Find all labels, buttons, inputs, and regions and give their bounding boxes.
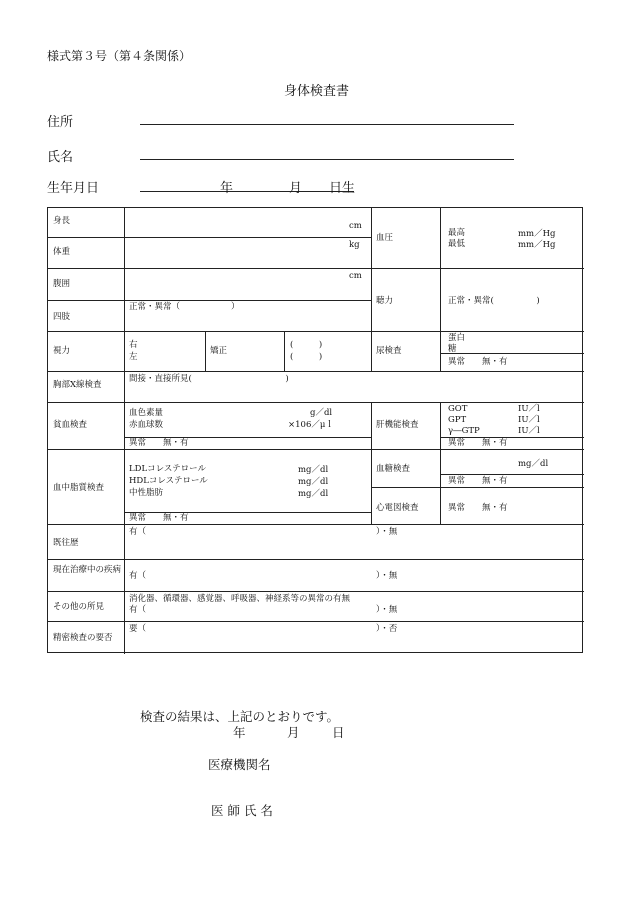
history-none: ）・無 [376,527,398,537]
urine-abnormal: 異常 無・有 [448,357,508,367]
hdl-label: HDLコレステロール [129,476,208,486]
glucose-abnormal: 異常 無・有 [448,476,508,486]
birthdate-label: 生年月日 [47,181,100,196]
bp-max-unit: mm／Hg [518,229,556,239]
anemia-label: 貧血検査 [53,420,88,430]
birth-day-label: 日生 [329,181,356,196]
bp-label: 血圧 [376,233,394,243]
history-label: 既往歴 [53,538,79,548]
other-organs-text: 消化器、循環器、感覚器、呼吸器、神経系等の異常の有無 [129,594,351,604]
current-treatment-label: 現在治療中の疾病 [53,565,122,575]
ldl-label: LDLコレステロール [129,464,207,474]
gpt-unit: IU／l [518,415,540,425]
page-title: 身体検査書 [284,84,350,99]
waist-unit: cm [349,271,362,281]
footer-day: 日 [332,725,345,740]
bp-max-label: 最高 [448,228,466,238]
weight-label: 体重 [53,247,71,257]
bp-min-label: 最低 [448,239,466,249]
gpt-label: GPT [448,415,467,425]
rbc-label: 赤血球数 [129,420,164,430]
footer-month: 月 [287,725,300,740]
got-label: GOT [448,404,468,414]
lipid-label: 血中脂質検査 [53,483,105,493]
ecg-value: 異常 無・有 [448,503,508,513]
footer-statement: 検査の結果は、上記のとおりです。 [140,709,340,724]
doctor-label: 医 師 氏 名 [211,803,273,818]
footer-year: 年 [233,725,246,740]
institution-label: 医療機関名 [208,757,271,772]
current-has: 有（ [129,571,147,581]
hearing-label: 聴力 [376,296,394,306]
liver-abnormal: 異常 無・有 [448,438,508,448]
other-none: ）・無 [376,605,398,615]
vision-corrected-right: ( ) [290,340,323,350]
urine-label: 尿検査 [376,346,402,356]
ldl-unit: mg／dl [298,465,329,475]
ecg-label: 心電図検査 [376,503,419,513]
birth-year-label: 年 [220,181,234,196]
vision-corrected-left: ( ) [290,352,323,362]
hemoglobin-unit: g／dl [310,408,333,418]
history-has: 有（ [129,527,147,537]
hearing-value: 正常・異常( ) [448,296,540,306]
limbs-value: 正常・異常（ ） [129,302,240,312]
chest-xray-label: 胸部X線検査 [53,380,102,390]
urine-sugar: 糖 [448,344,457,354]
detailed-exam-label: 精密検査の要否 [53,633,113,643]
got-unit: IU／l [518,404,540,414]
birthdate-field[interactable] [140,191,354,192]
name-label: 氏名 [47,150,74,165]
anemia-abnormal: 異常 無・有 [129,438,189,448]
height-unit: cm [349,221,362,231]
vision-corrected-label: 矯正 [210,346,228,356]
form-number: 様式第３号（第４条関係） [47,49,192,63]
waist-label: 腹囲 [53,279,71,289]
address-field[interactable] [140,124,514,125]
urine-protein: 蛋白 [448,333,466,343]
current-none: ）・無 [376,571,398,581]
vision-left: 左 [129,352,138,362]
other-has: 有（ [129,605,147,615]
chest-xray-value: 間接・直接所見( ) [129,374,289,384]
address-label: 住所 [47,115,74,130]
glucose-unit: mg／dl [518,459,549,469]
exam-table [47,207,583,653]
ggtp-label: γ―GTP [448,426,480,436]
vision-right: 右 [129,340,138,350]
vision-label: 視力 [53,346,71,356]
name-field[interactable] [140,159,514,160]
glucose-label: 血糖検査 [376,464,411,474]
lipid-abnormal: 異常 無・有 [129,513,189,523]
tg-label: 中性脂肪 [129,488,164,498]
detailed-no: ）・否 [376,624,398,634]
bp-min-unit: mm／Hg [518,240,556,250]
rbc-unit: ×106／μｌ [288,420,334,430]
tg-unit: mg／dl [298,489,329,499]
birth-month-label: 月 [289,181,303,196]
hdl-unit: mg／dl [298,477,329,487]
detailed-need: 要（ [129,624,147,634]
limbs-label: 四肢 [53,312,71,322]
weight-unit: kg [349,240,360,250]
other-findings-label: その他の所見 [53,602,105,612]
ggtp-unit: IU／l [518,426,540,436]
height-label: 身長 [53,216,71,226]
hemoglobin-label: 血色素量 [129,408,164,418]
liver-label: 肝機能検査 [376,420,419,430]
